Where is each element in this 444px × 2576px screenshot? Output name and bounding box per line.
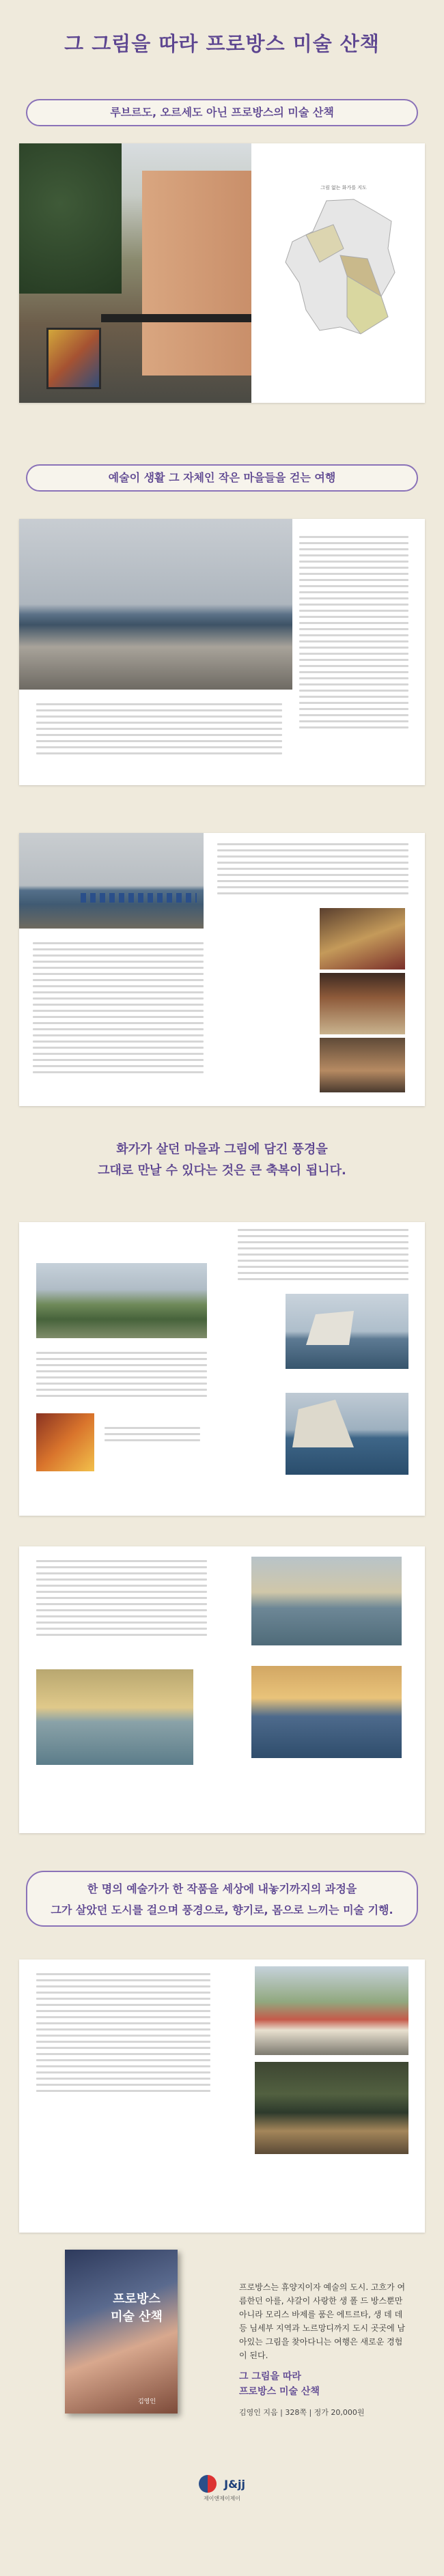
cafe-photo <box>255 2062 408 2154</box>
cliff-photo-2 <box>286 1393 408 1475</box>
map-label: 그림 없는 화가를 지도 <box>320 185 367 190</box>
section-heading-1-text: 루브르도, 오르세도 아닌 프로방스의 미술 산책 <box>110 106 334 119</box>
interior-photo-2 <box>320 973 405 1034</box>
book-spread-1 <box>19 519 425 785</box>
painting-cliff-1 <box>251 1557 402 1645</box>
publisher-name: J&jj <box>224 2477 245 2491</box>
book-cta-line-2: 프로방스 미술 산책 <box>239 2386 320 2397</box>
body-text-4 <box>217 843 408 898</box>
seaside-photo <box>19 519 292 690</box>
section-3-text <box>0 1139 444 1181</box>
book-description: 프로방스는 휴양지이자 예술의 도시. 고흐가 여름한던 아를, 샤갈이 사랑한 생 폴 드 방스뿐만 아니라 모리스 바제를 품은 에트르타, 생 데 데 등 님세부 지역과 노르망디까지 도시 곳곳에 남아있는 그림을 찾아다니는 여행은 새로운 경험이 된다. <box>239 2282 406 2360</box>
body-text-8 <box>36 1973 210 2096</box>
promenade-photo <box>19 833 204 929</box>
publisher-icon <box>199 2475 217 2493</box>
section-4-line-2: 그가 살았던 도시를 걸으며 풍경으로, 향기로, 몸으로 느끼는 미술 기행. <box>51 1903 393 1916</box>
france-map <box>279 184 408 341</box>
section-3-line-2: 그대로 만날 수 있다는 것은 큰 축복이 됩니다. <box>98 1163 346 1178</box>
street-photo <box>19 143 251 403</box>
cliff-photo <box>286 1294 408 1369</box>
interior-photo-3 <box>320 1038 405 1092</box>
interior-photo-1 <box>320 908 405 969</box>
publisher-logo <box>0 2475 444 2502</box>
body-text-2 <box>36 703 282 759</box>
book-cta-line-1: 그 그림을 따라 <box>239 2371 301 2382</box>
painting-cliff-2 <box>251 1666 402 1758</box>
publisher-sub: 제이앤제이제이 <box>203 2495 241 2502</box>
section-heading-2-text: 예술이 생활 그 자체인 작은 마을들을 걷는 여행 <box>108 471 336 484</box>
painting-thumb <box>36 1413 94 1471</box>
page-title: 그 그림을 따라 프로방스 미술 산책 <box>64 32 380 55</box>
body-text-6 <box>238 1229 408 1284</box>
market-photo <box>255 1966 408 2055</box>
section-heading-2 <box>26 464 418 492</box>
section-3-line-1: 화가가 살던 마을과 그림에 담긴 풍경을 <box>116 1142 328 1157</box>
book-cover <box>65 2250 178 2414</box>
section-heading-1 <box>26 99 418 126</box>
body-text-5 <box>36 1352 207 1401</box>
book-spread-5 <box>19 1959 425 2233</box>
section-4-line-1: 한 명의 예술가가 한 작품을 세상에 내놓기까지의 과정을 <box>87 1882 357 1895</box>
coast-photo <box>36 1263 207 1338</box>
caption-text <box>105 1427 200 1445</box>
section-heading-4 <box>26 1871 418 1927</box>
book-spread-4 <box>19 1546 425 1833</box>
body-text-7 <box>36 1560 207 1640</box>
painting-beach <box>36 1669 193 1765</box>
book-cta <box>239 2369 410 2399</box>
body-text-3 <box>33 942 204 1077</box>
book-meta: 김영인 지음 | 328쪽 | 정가 20,000원 <box>239 2408 365 2417</box>
intro-panel <box>19 143 425 403</box>
cover-author: 김영인 <box>137 2398 156 2405</box>
body-text-1 <box>299 536 408 733</box>
book-spread-3 <box>19 1222 425 1516</box>
cover-title: 프로방스 미술 산책 <box>111 2292 163 2324</box>
map-svg <box>279 194 408 341</box>
book-spread-2 <box>19 833 425 1106</box>
